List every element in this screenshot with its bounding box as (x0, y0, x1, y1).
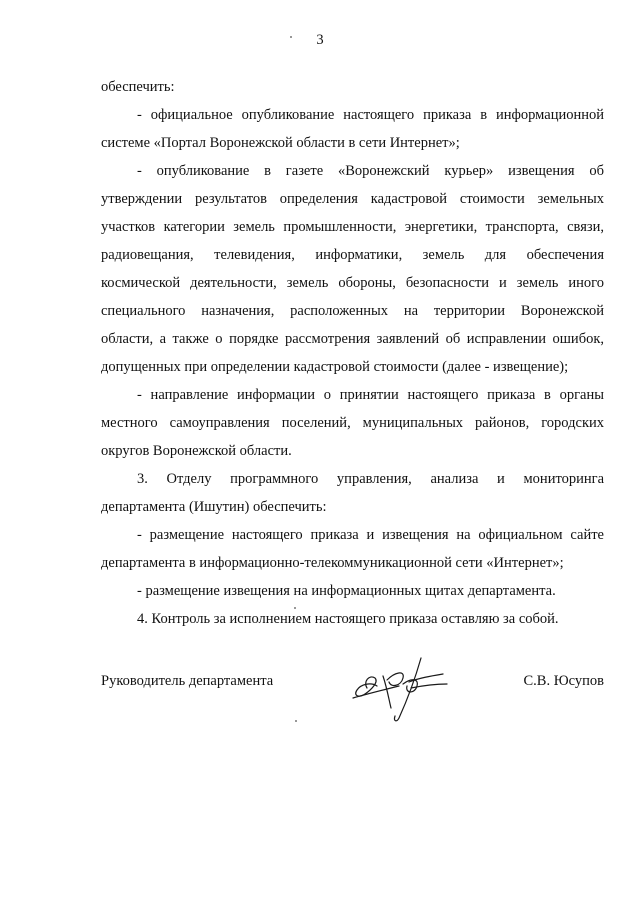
document-body (101, 73, 604, 633)
page-number: 3 (316, 32, 324, 48)
scan-speck (290, 36, 292, 38)
text-line: - размещение извещения на информационных щитах департамента. (137, 583, 556, 599)
text-line: системе «Портал Воронежской области в сети Интернет»; (101, 135, 460, 151)
text-line: космической деятельности, земель обороны, безопасности и земель иного (101, 275, 604, 291)
text-line: утверждении результатов определения кадастровой стоимости земельных (101, 191, 604, 207)
scan-speck (294, 607, 296, 609)
signatory-name: С.В. Юсупов (523, 673, 604, 689)
text-line: 3. Отделу программного управления, анализа и мониторинга (137, 471, 604, 487)
text-line: 4. Контроль за исполнением настоящего приказа оставляю за собой. (137, 611, 559, 627)
text-line: участков категории земель промышленности, энергетики, транспорта, связи, (101, 219, 604, 235)
text-line: местного самоуправления поселений, муниципальных районов, городских (101, 415, 604, 431)
scan-speck (295, 720, 297, 722)
signatory-title: Руководитель департамента (101, 673, 274, 689)
text-line: департамента в информационно-телекоммуникационной сети «Интернет»; (101, 555, 564, 571)
text-line: округов Воронежской области. (101, 443, 292, 459)
text-line: - официальное опубликование настоящего приказа в информационной (137, 107, 604, 123)
text-line: специального назначения, расположенных на территории Воронежской (101, 303, 604, 319)
handwritten-signature (347, 648, 457, 724)
text-line: допущенных при определении кадастровой стоимости (далее - извещение); (101, 359, 569, 375)
text-line: департамента (Ишутин) обеспечить: (101, 499, 327, 515)
text-line: - направление информации о принятии настоящего приказа в органы (137, 387, 604, 403)
text-line: радиовещания, телевидения, информатики, земель для обеспечения (101, 247, 604, 263)
text-line: - опубликование в газете «Воронежский курьер» извещения об (137, 163, 604, 179)
text-line: - размещение настоящего приказа и извещения на официальном сайте (137, 527, 604, 543)
text-line: обеспечить: (101, 79, 175, 95)
text-line: области, а также о порядке рассмотрения заявлений об исправлении ошибок, (101, 331, 604, 347)
